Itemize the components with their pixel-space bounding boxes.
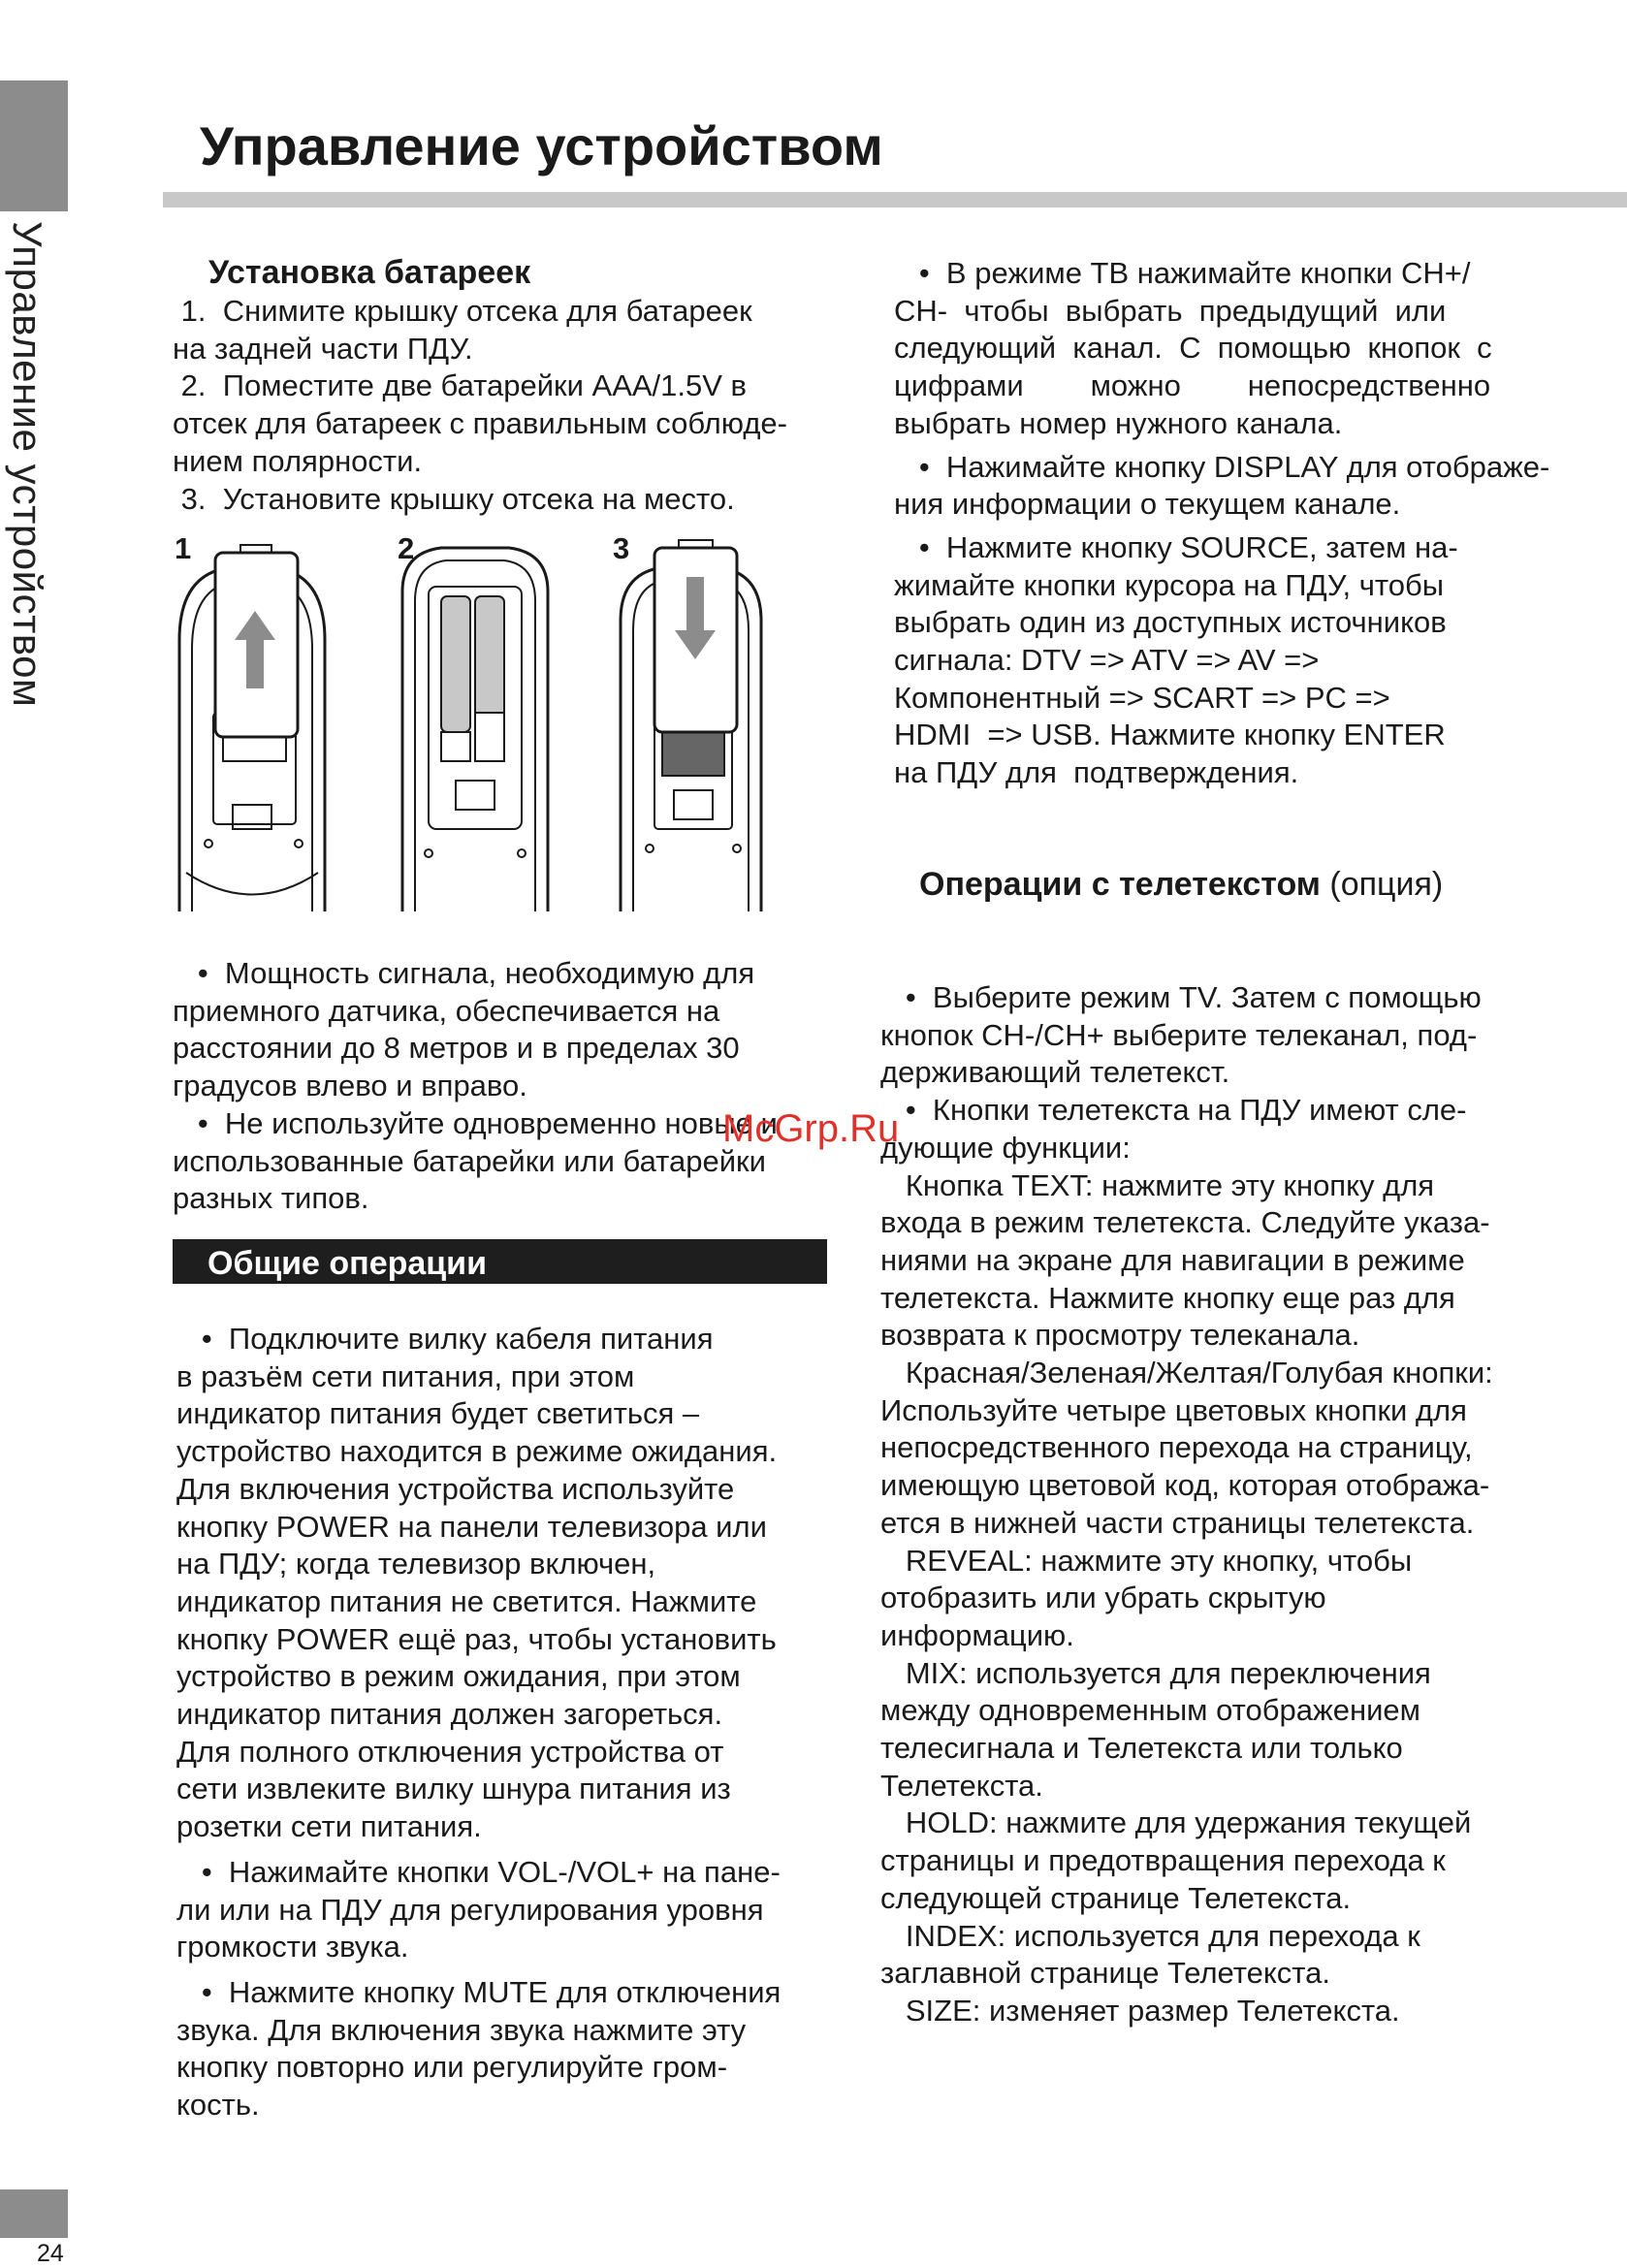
teletext-line: • Кнопки телетекста на ПДУ имеют сле-	[880, 1093, 1467, 1128]
teletext-line: HOLD: нажмите для удержания текущей	[880, 1805, 1472, 1840]
teletext-line: MIX: используется для переключения	[880, 1655, 1431, 1690]
tv-line: выбрать один из доступных источников	[894, 605, 1447, 640]
teletext-line: дующие функции:	[880, 1130, 1131, 1165]
teletext-line: INDEX: используется для перехода к	[880, 1918, 1420, 1953]
general-line: на ПДУ; когда телевизор включен,	[176, 1547, 656, 1581]
general-ops-header	[173, 1239, 827, 1284]
general-line: устройство находится в режиме ожидания.	[176, 1434, 778, 1469]
teletext-line: держивающий телетекст.	[880, 1055, 1230, 1090]
tv-line: HDMI => USB. Нажмите кнопку ENTER	[894, 718, 1446, 752]
general-ops-title: Общие операции	[207, 1245, 487, 1282]
teletext-line: входа в режим телетекста. Следуйте указа-	[880, 1205, 1490, 1240]
general-ops-text	[176, 1321, 855, 2124]
teletext-line: ется в нижней части страницы телетекста.	[880, 1505, 1475, 1540]
figure-label-2: 2	[398, 531, 415, 565]
tv-line: цифрами можно непосредственно	[894, 368, 1491, 403]
battery-section-title: Установка батареек	[208, 254, 531, 291]
general-line: розетки сети питания.	[176, 1809, 482, 1844]
general-line: кнопку повторно или регулируйте гром-	[176, 2050, 728, 2085]
tv-line: выбрать номер нужного канала.	[894, 405, 1343, 440]
teletext-line: заглавной странице Телетекста.	[880, 1956, 1330, 1991]
teletext-line: кнопок CH-/CH+ выберите телеканал, под-	[880, 1017, 1478, 1052]
teletext-line: непосредственного перехода на страницу,	[880, 1430, 1473, 1465]
teletext-line: телетекста. Нажмите кнопку еще раз для	[880, 1280, 1455, 1315]
teletext-section-title	[919, 866, 1443, 904]
general-line: • Нажмите кнопку MUTE для отключения	[176, 1974, 782, 2009]
tv-line: • Нажимайте кнопку DISPLAY для отображе-	[894, 449, 1550, 484]
battery-line: нием полярности.	[173, 443, 423, 478]
teletext-text	[880, 979, 1598, 2030]
battery-install-illustration	[175, 533, 853, 921]
header-divider	[163, 192, 1627, 208]
sensor-line: градусов влево и вправо.	[173, 1069, 527, 1103]
battery-line: 2. Поместите две батарейки AAA/1.5V в	[173, 368, 748, 403]
page-title: Управление устройством	[200, 115, 883, 176]
general-line: • Подключите вилку кабеля питания	[176, 1322, 714, 1356]
general-line: кнопку POWER на панели телевизора или	[176, 1509, 767, 1544]
teletext-line: между одновременным отображением	[880, 1693, 1420, 1728]
general-line: устройство в режим ожидания, при этом	[176, 1659, 741, 1694]
teletext-line: возврата к просмотру телеканала.	[880, 1318, 1360, 1353]
tv-controls-text	[894, 255, 1592, 792]
general-line: индикатор питания должен загореться.	[176, 1697, 723, 1732]
general-line: звука. Для включения звука нажмите эту	[176, 2012, 747, 2047]
teletext-line: Красная/Зеленая/Желтая/Голубая кнопки:	[880, 1356, 1493, 1390]
tv-line: • В режиме ТВ нажимайте кнопки CH+/	[894, 256, 1471, 290]
general-line: индикатор питания не светится. Нажмите	[176, 1583, 757, 1618]
general-line: кость.	[176, 2088, 260, 2123]
tv-line: жимайте кнопки курсора на ПДУ, чтобы	[894, 567, 1444, 602]
general-line: громкости звука.	[176, 1930, 409, 1965]
sensor-line: • Не используйте одновременно новые и	[173, 1105, 778, 1140]
general-line: кнопку POWER ещё раз, чтобы установить	[176, 1621, 777, 1656]
teletext-line: Телетекста.	[880, 1768, 1043, 1803]
teletext-line: следующей странице Телетекста.	[880, 1880, 1352, 1915]
battery-line: на задней части ПДУ.	[173, 331, 473, 366]
general-line: • Нажимайте кнопки VOL-/VOL+ на пане-	[176, 1854, 781, 1889]
page-number: 24	[37, 2240, 64, 2267]
general-line: в разъём сети питания, при этом	[176, 1358, 635, 1393]
figure-label-1: 1	[175, 531, 192, 565]
battery-line: 1. Снимите крышку отсека для батареек	[173, 294, 752, 328]
sensor-line: использованные батарейки или батарейки	[173, 1143, 766, 1178]
sensor-line: расстоянии до 8 метров и в пределах 30	[173, 1031, 740, 1066]
teletext-line: телесигнала и Телетекста или только	[880, 1731, 1403, 1766]
tv-line: следующий канал. С помощью кнопок с	[894, 331, 1492, 366]
watermark: McGrp.Ru	[722, 1107, 900, 1150]
teletext-line: отобразить или убрать скрытую	[880, 1581, 1326, 1615]
sensor-line: • Мощность сигнала, необходимую для	[173, 956, 755, 990]
side-section-title-text: Управление устройством	[5, 221, 50, 708]
tv-line: • Нажмите кнопку SOURCE, затем на-	[894, 529, 1458, 564]
teletext-line: REVEAL: нажмите эту кнопку, чтобы	[880, 1543, 1413, 1578]
teletext-line: Кнопка TEXT: нажмите эту кнопку для	[880, 1167, 1435, 1202]
tv-line: ния информации о текущем канале.	[894, 487, 1401, 522]
teletext-line: SIZE: изменяет размер Телетекста.	[880, 1993, 1400, 2028]
tv-line: сигнала: DTV => ATV => AV =>	[894, 643, 1320, 678]
remote-step-2	[402, 548, 548, 911]
teletext-title: Операции с телетекстом	[919, 866, 1321, 903]
teletext-line: страницы и предотвращения перехода к	[880, 1843, 1446, 1878]
teletext-line: Используйте четыре цветовых кнопки для	[880, 1392, 1467, 1427]
general-line: сети извлеките вилку шнура питания из	[176, 1772, 731, 1806]
sensor-line: разных типов.	[173, 1181, 369, 1216]
sensor-line: приемного датчика, обеспечивается на	[173, 993, 720, 1028]
teletext-line: • Выберите режим TV. Затем с помощью	[880, 980, 1482, 1014]
teletext-title-suffix: (опция)	[1320, 866, 1444, 903]
general-line: Для полного отключения устройства от	[176, 1734, 724, 1769]
general-line: Для включения устройства используйте	[176, 1471, 735, 1506]
battery-instructions	[173, 293, 851, 518]
battery-line: отсек для батареек с правильным соблюде-	[173, 406, 787, 441]
figure-label-3: 3	[613, 531, 630, 565]
general-line: индикатор питания будет светиться –	[176, 1396, 700, 1431]
teletext-line: информацию.	[880, 1617, 1074, 1652]
general-line: ли или на ПДУ для регулирования уровня	[176, 1892, 764, 1927]
tv-line: Компонентный => SCART => PC =>	[894, 680, 1390, 715]
sensor-notes	[173, 955, 851, 1218]
side-tab-marker	[0, 80, 68, 211]
teletext-line: ниями на экране для навигации в режиме	[880, 1242, 1465, 1277]
tv-line: на ПДУ для подтверждения.	[894, 755, 1299, 790]
battery-line: 3. Установите крышку отсека на место.	[173, 481, 735, 516]
page-tab-marker	[0, 2189, 68, 2238]
side-section-title	[4, 221, 62, 900]
tv-line: CH- чтобы выбрать предыдущий или	[894, 293, 1447, 328]
teletext-line: имеющую цветовой код, которая отобража-	[880, 1468, 1490, 1503]
